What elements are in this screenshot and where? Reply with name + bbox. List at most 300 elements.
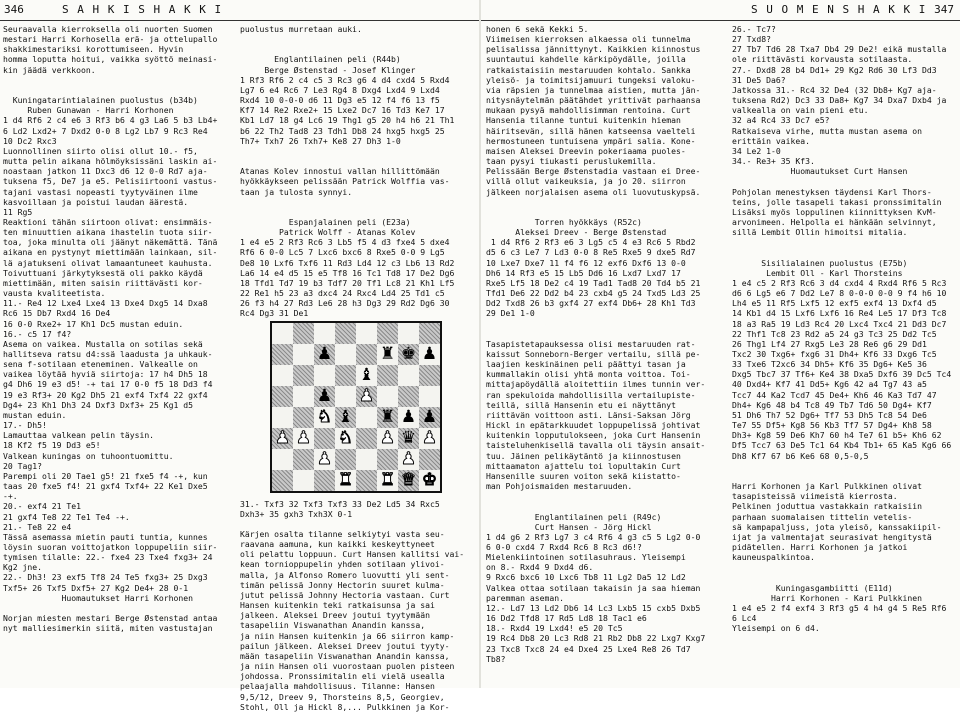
board-square: [419, 323, 440, 344]
text-line: 18 Tfd1 Td7 19 b3 Tdf7 20 Tf1 Lc8 21 Kh1 Lf5: [240, 277, 455, 288]
board-square: [335, 344, 356, 365]
text-line: Parempi oli 20 Tae1 g5! 21 fxe5 f4 -+, kun: [3, 470, 208, 481]
text-line: aikana en pystynyt miettimään lainkaan, sil-: [3, 247, 218, 258]
text-line: tasapeliin Viswanathan Anandin kanssa,: [240, 620, 426, 631]
text-line: 6 Ld2 Lxd2+ 7 Dxd2 0-0 8 Lg2 Lb7 9 Rc3 Re4: [3, 125, 208, 136]
white-knight-icon: ♞: [335, 428, 356, 449]
text-line: [486, 491, 714, 501]
text-line: [732, 247, 958, 257]
text-line: 1 Rf3 Rf6 2 c4 c5 3 Rc3 g6 4 d4 cxd4 5 Rxd4: [240, 74, 450, 85]
text-line: 18 a3 Ra5 19 Ld3 Rc4 20 Lxc4 Txc4 21 Dd3 Dc7: [732, 318, 947, 329]
text-line: [240, 44, 476, 54]
text-line: vaikea löytää hyviä siirtoja: 17 h4 Dh5 18: [3, 369, 208, 380]
text-line: d5 6 c3 Le7 7 Ld3 0-0 8 Re5 Rxe5 9 dxe5 Rd7: [486, 247, 696, 258]
board-square: [293, 323, 314, 344]
board-square: [377, 365, 398, 386]
text-line: Kärjen osalta tilanne selkiytyi vasta seu-: [240, 529, 445, 539]
text-line: 12.- Ld7 13 Ld2 Db6 14 Lc3 Lxb5 15 cxb5 Dxb5: [486, 602, 701, 613]
text-line: Harri Korhonen - Kari Pulkkinen: [732, 592, 923, 603]
text-line: 11 Rg5: [3, 206, 33, 217]
board-square: [293, 344, 314, 365]
text-line: hermostuneen tuntuisena ympäri salia. Kone-: [486, 135, 696, 146]
text-line: löysin suoran voittojatkon loppupeliin siir-: [3, 541, 218, 552]
text-line: kean tornioppupelin yhden sotilaan ylivoi-: [240, 559, 445, 570]
text-line: Patrick Wolff - Atanas Kolev: [240, 227, 416, 238]
text-line: 34 Le2 1-0: [732, 145, 781, 156]
text-column-3: [486, 24, 714, 688]
right-page-number: 347: [934, 3, 954, 16]
board-square: [272, 449, 293, 470]
text-line: 31.- Txf3 32 Txf3 Txf3 33 De2 Ld5 34 Rxc5: [240, 498, 440, 509]
text-line: paremman aseman.: [486, 592, 564, 603]
text-line: 20.- exf4 21 Te1: [3, 501, 81, 512]
text-line: 21.- Te8 22 e4: [3, 521, 72, 532]
text-line: Rc4 Dg3 31 De1: [240, 308, 309, 319]
text-line: [732, 176, 958, 186]
text-line: mittaamaton ajattelu toi lopultakin Curt: [486, 460, 681, 471]
text-line: miettimään, miten saisin riittävästi kor-: [3, 277, 203, 288]
text-line: pelisalissa jännittynyt. Kaikkien kiinnostus: [486, 44, 701, 55]
board-square: [293, 386, 314, 407]
text-line: 1 d4 Rf6 2 c4 e6 3 Rf3 b6 4 g3 La6 5 b3 Lb4+: [3, 115, 218, 126]
white-pawn-icon: ♟: [293, 428, 314, 449]
column-2-top-text: [240, 24, 476, 319]
text-line: Seuraavalla kierroksella oli nuorten Suomen: [3, 24, 213, 34]
text-line: tasapisteissä viimeistä kierrosta.: [732, 491, 898, 502]
board-square: [356, 407, 377, 428]
text-line: Txf5+ 26 Txf5 Dxf5+ 27 Kg2 De4+ 28 0-1: [3, 582, 189, 593]
text-line: Tasapistetapauksessa olisi mestaruuden rat-: [486, 338, 696, 349]
text-line: Curt Hansen - Jörg Hickl: [486, 521, 652, 532]
text-line: Yleisempi on 6 d4.: [732, 623, 820, 634]
text-line: häiritsevän, sillä hänen katseensa vaelteli: [486, 125, 696, 136]
text-line: tymisen tilalle: 22.- fxe4 23 Txe4 fxg3+ 24: [3, 552, 213, 563]
text-line: [240, 146, 476, 156]
text-line: valkealla on vain pieni etu.: [732, 105, 869, 116]
text-line: [3, 75, 231, 85]
text-line: pelaajalla mahdollisuus. Tilanne: Hansen: [240, 681, 435, 692]
text-line: Rf6 6 0-0 Lc5 7 Lxc6 bxc6 8 Rxe5 0-0 9 Lg5: [240, 247, 445, 258]
board-square: [419, 449, 440, 470]
board-square: [314, 470, 335, 491]
text-line: Ruben Gunawan - Harri Korhonen: [3, 105, 174, 116]
board-square: [314, 428, 335, 449]
black-bishop-icon: ♝: [335, 407, 356, 428]
text-line: 17.- Dh5!: [3, 420, 47, 431]
white-king-icon: ♚: [419, 470, 440, 491]
text-line: 16 0-0 Rxe2+ 17 Kh1 Dc5 mustan eduin.: [3, 318, 184, 329]
text-line: 10 Dc2 Rxc3: [3, 135, 57, 146]
text-line: -+.: [3, 491, 18, 502]
text-line: g4 Dh6 19 e3 d5! -+ tai 17 0-0 f5 18 Dd3 f4: [3, 379, 213, 390]
chess-board: [270, 321, 442, 493]
text-line: 1 e4 c5 2 Rf3 Rc6 3 d4 cxd4 4 Rxd4 Rf6 5 Rc3: [732, 277, 947, 288]
text-column-1: [3, 24, 231, 688]
text-line: parhaan suomalaisen tittelin vetelis-: [732, 511, 913, 522]
text-line: kaissut Sonneborn-Berger vertailu, sillä pe-: [486, 349, 701, 359]
board-square: [272, 470, 293, 491]
text-line: 11.- Re4 12 Lxe4 Lxe4 13 Dxe4 Dxg5 14 Dxa8: [3, 298, 208, 309]
text-line: [486, 329, 714, 339]
text-line: Toivuttuani järkytyksestä oli pakko käydä: [3, 267, 203, 278]
text-line: teillä, sillä Hansenin etu ei näyttänyt: [486, 399, 677, 410]
left-page: [0, 0, 479, 712]
text-line: sena f-sotilaan eteneminen. Valkealle on: [3, 359, 198, 370]
text-line: Tässä asemassa mietin pauti tuntia, kunnes: [3, 531, 208, 542]
black-pawn-icon: ♟: [419, 344, 440, 365]
board-square: [419, 365, 440, 386]
text-line: Berge Østenstad - Josef Klinger: [240, 64, 416, 75]
text-column-2: [240, 24, 476, 712]
text-line: nyt malliesimerkin siitä, miten vastustajan: [3, 623, 213, 634]
text-line: [240, 207, 476, 217]
text-line: Mielenkiintoinen sotilasuhraus. Yleisempi: [486, 552, 686, 563]
text-line: Espanjalainen peli (E23a): [240, 216, 411, 227]
text-line: shakkimestariksi korottumiseen. Hyvin: [3, 44, 184, 55]
text-line: tuksena f5, De7 ja e5. Pelisiirtooni vastus-: [3, 176, 218, 187]
board-square: [356, 344, 377, 365]
text-line: Valkean kuningas on tuhoontuomittu.: [3, 450, 174, 461]
text-line: tuksena Rd2) Dc3 33 Da8+ Kg7 34 Dxa7 Dxb4 ja: [732, 95, 947, 106]
text-line: De8 10 Lxf6 Txf6 11 Rd3 Ld4 12 c3 Lb6 13 Rd2: [240, 257, 455, 268]
text-line: 32 a4 Rc4 33 Dc7 e5?: [732, 115, 830, 126]
right-page-header: [481, 0, 960, 21]
text-line: Tb8?: [486, 653, 506, 664]
board-square: [293, 365, 314, 386]
text-line: 29 De1 1-0: [486, 308, 535, 319]
text-line: d6 6 Lg5 e6 7 Dd2 Le7 8 0-0-0 0-0 9 f4 h6 10: [732, 288, 947, 299]
text-line: jutut pelissä Johnny Hectoria vastaan. Curt: [240, 589, 450, 600]
text-line: 19 Rc4 Db8 20 Lc3 Rd8 21 Rb2 Db8 22 Lxg7 Kxg7: [486, 633, 706, 644]
text-line: sä kampapaljuss, jota yleisö, kanssakiipil-: [732, 521, 942, 532]
board-square: [272, 344, 293, 365]
black-pawn-icon: ♟: [419, 407, 440, 428]
text-line: Valkea ottaa sotilaan takaisin ja saa hieman: [486, 582, 701, 593]
text-line: toa, joka minulta oli jäänyt näkemättä. Tänä: [3, 237, 218, 248]
text-line: Huomautukset Curt Hansen: [732, 166, 908, 177]
text-line: Tfd1 De6 22 Dd2 b4 23 cxb4 g5 24 Txd5 Ld3 25: [486, 288, 701, 299]
text-line: [486, 501, 714, 511]
text-line: Rc6 15 Db7 Rxd4 16 De4: [3, 308, 111, 319]
white-pawn-icon: ♟: [314, 449, 335, 470]
text-line: Lamauttaa valkean pelin täysin.: [3, 430, 155, 441]
text-line: tuu. Jäinen pelikäytäntö ja kiinnostusen: [486, 450, 681, 461]
text-line: [240, 156, 476, 166]
board-square: [314, 365, 335, 386]
text-line: Kuningatarintialainen puolustus (b34b): [3, 95, 198, 106]
text-line: Pelissään Berge Østenstadia vastaan ei Dree-: [486, 166, 701, 177]
text-line: pidätellen. Harri Korhonen ja jatkoi: [732, 541, 908, 552]
text-line: Kuningasgambiitti (E11d): [732, 582, 893, 593]
text-line: kin jäädä verkkoon.: [3, 64, 96, 75]
text-line: mään tasapeliin Viswanathan Anandin kanssa,: [240, 650, 450, 661]
text-line: yleisö- ja toimitsijamuuri tungeksi valoku-: [486, 74, 696, 85]
right-page: [481, 0, 960, 688]
text-line: Luonnollinen siirto olisi ollut 10.- f5,: [3, 145, 198, 156]
text-line: ten minuuttien aikana ihastelin tuota siir-: [3, 227, 213, 238]
text-line: nitysnäytelmän päätähdet yrittivät parhaansa: [486, 95, 701, 106]
text-line: hallitseva ratsu d4:ssä laadusta ja uhkauk-: [3, 349, 213, 359]
text-line: mutta pelin aikana hölmöyksissäni laskin ai-: [3, 156, 218, 167]
text-line: ole riittävästi korvausta sotilaasta.: [732, 54, 913, 65]
text-line: kuitenkin lopputulokseen, joka Curt Hansenin: [486, 430, 701, 441]
text-line: 18 Kf2 f5 19 Dd3 e5!: [3, 440, 101, 451]
text-line: jalkeen. Aleksei Dreev joutui tyytymään: [240, 610, 431, 621]
text-line: mittajapöydällä aloitettiin ilmes tunnin ver-: [486, 379, 706, 390]
board-square: [356, 449, 377, 470]
text-line: 14 Kb1 d4 15 Lxf6 Lxf6 16 Re4 Le5 17 Df3 Tc8: [732, 308, 947, 319]
text-line: 27.- Dxd8 28 b4 Dd1+ 29 Kg2 Rd6 30 Lf3 Dd3: [732, 64, 937, 75]
text-line: [486, 207, 714, 217]
white-pawn-icon: ♟: [356, 386, 377, 407]
text-line: [732, 237, 958, 247]
text-line: Pohjolan menestyksen täydensi Karl Thors-: [732, 186, 932, 197]
board-square: [272, 386, 293, 407]
column-2-bottom-text: [240, 499, 476, 712]
text-line: homma loputta hoitui, vaikka syöttö meinasi-: [3, 54, 218, 65]
text-line: ran spekuloida mahdollisilla vertailupiste-: [486, 389, 696, 400]
black-rook-icon: ♜: [377, 407, 398, 428]
text-line: tajani vastasi nopeasti tyytyväinen ilme: [3, 186, 198, 197]
text-line: 6 0-0 cxd4 7 Rxd4 Rc6 8 Rc3 d6!?: [486, 541, 642, 552]
text-line: arvonimeen. Helpolla ei hänkään selvinnyt,: [732, 216, 937, 227]
text-line: 1 e4 e5 2 Rf3 Rc6 3 Lb5 f5 4 d3 fxe4 5 dxe4: [240, 237, 450, 248]
text-column-4: [732, 24, 958, 688]
board-square: [377, 323, 398, 344]
text-line: sillä Lembit Ollin himoitsi mitalia.: [732, 227, 908, 238]
text-line: suuntautui kahdelle kärkipöydälle, joilla: [486, 54, 686, 65]
text-line: [240, 197, 476, 207]
text-line: Atanas Kolev innostui vallan hillittömään: [240, 166, 440, 177]
board-square: [293, 407, 314, 428]
text-line: 1 d4 Rf6 2 Rf3 e6 3 Lg5 c5 4 e3 Rc6 5 Rbd2: [486, 237, 696, 248]
left-journal-title: S A H K I S H A K K I: [62, 3, 223, 16]
text-line: Englantilainen peli (R49c): [486, 511, 662, 522]
text-line: Lh4 e5 11 Rf5 Lxf5 12 exf5 exf4 13 Dxf4 d5: [732, 298, 937, 309]
text-line: Te7 55 Df5+ Kg8 56 Kb3 Tf7 57 Dg4+ Kh8 58: [732, 420, 932, 431]
text-line: ja niin Hansen oli vuorostaan puolen pisteen: [240, 661, 455, 672]
black-bishop-icon: ♝: [356, 365, 377, 386]
text-line: puolustus murretaan auki.: [240, 24, 362, 34]
board-square: [293, 449, 314, 470]
text-line: maisen Aleksei Dreevin pokeriaama puoles-: [486, 145, 686, 156]
text-line: kummallakin olisi yhtä monta voittoa. Toi-: [486, 369, 691, 380]
text-line: noastaan jatkon 11 Dxc3 d6 12 0-0 Rd7 aja-: [3, 166, 208, 177]
text-line: Tcc7 44 Ka2 Tcd7 45 De4+ Kh6 46 Ka3 Td7 47: [732, 389, 937, 400]
text-line: Lg7 6 e4 Rc6 7 Le3 Rg4 8 Dxg4 Lxd4 9 Lxd4: [240, 84, 440, 95]
text-line: [732, 461, 958, 471]
board-square: [335, 323, 356, 344]
text-line: [732, 562, 958, 572]
black-queen-icon: ♛: [398, 428, 419, 449]
board-square: [377, 386, 398, 407]
text-line: lä ajatukseni olivat lamaantuneet kauhusta.: [3, 257, 213, 268]
text-line: Jatkossa 31.- Rc4 32 De4 (32 Db8+ Kg7 aja-: [732, 84, 937, 95]
text-line: 27 Txd8?: [732, 34, 771, 45]
black-pawn-icon: ♟: [398, 407, 419, 428]
text-line: [732, 572, 958, 582]
text-line: vausta kvaliteetista.: [3, 288, 106, 299]
text-line: 23 Txc8 Txc8 24 e4 Dxe4 25 Lxe4 Re8 26 Td7: [486, 643, 691, 654]
text-line: erittäin vaikea.: [732, 135, 810, 146]
text-line: 16.- c5 17 f4?: [3, 328, 72, 339]
text-line: 6 Lc4: [732, 613, 757, 624]
text-line: [486, 319, 714, 329]
text-line: Dxg5 Tbc7 37 Tf6+ Ke4 38 Dxa5 Dxf6 39 Dc5 Tc4: [732, 369, 952, 380]
text-line: Hickl in epätarkkuudet loppupelissä johtivat: [486, 420, 701, 431]
text-line: 33 Txe6 T2xc6 34 Dh5+ Kf6 35 Dg6+ Ke5 36: [732, 359, 927, 370]
text-line: [486, 197, 714, 207]
white-queen-icon: ♛: [398, 470, 419, 491]
text-line: La6 14 e4 d5 15 e5 Tf8 16 Tc1 Td8 17 De2 Dg6: [240, 267, 455, 278]
text-line: mukaan pysyä mahdollisimman rentoina. Curt: [486, 105, 691, 116]
text-line: Aleksei Dreev - Berge Østenstad: [486, 227, 667, 238]
text-line: 31 De5 Da6?: [732, 74, 786, 85]
text-line: ja niin Hansen kuitenkin ja 66 siirron kamp-: [240, 630, 455, 641]
text-line: 51 Dh6 Th7 52 Dg6+ Tf7 53 Dh5 Tc8 54 De6: [732, 409, 927, 420]
text-line: Dd2 Txd8 26 b3 gxf4 27 exf4 Db6+ 28 Kh1 Td3: [486, 298, 696, 309]
text-line: 20 Tag1?: [3, 460, 42, 471]
text-line: 1 d4 g6 2 Rf3 Lg7 3 c4 Rf6 4 g3 c5 5 Lg2 0-0: [486, 531, 701, 542]
black-rook-icon: ♜: [377, 344, 398, 365]
text-line: Dh8 Kf7 67 b6 Ke6 68 0,5-0,5: [732, 450, 869, 461]
board-square: [335, 386, 356, 407]
text-line: mustan eduin.: [3, 409, 67, 420]
text-line: malla, ja Alfonso Romero luovutti yli sent-: [240, 569, 450, 580]
text-line: honen 6 sekä Kekki 5.: [486, 24, 589, 34]
text-line: Pelkinen joduttua vastakkain ratkaisiin: [732, 501, 923, 512]
text-line: Dg4+ 23 Kh1 Dh3 24 Dxf3 Dxf3+ 25 Kg1 d5: [3, 399, 194, 410]
board-square: [272, 323, 293, 344]
text-line: 19 e3 Rf3+ 20 Kg2 Dh5 21 exf4 Txf4 22 gxf4: [3, 389, 208, 400]
text-line: Rxd4 10 0-0-0 d6 11 Dg3 e5 12 f4 f6 13 f5: [240, 95, 440, 106]
text-line: Dh4+ Kg6 48 b4 Tc8 49 Tb7 Td6 50 Dg4+ Kf7: [732, 399, 932, 410]
white-pawn-icon: ♟: [377, 428, 398, 449]
text-line: Df5 Tcc7 63 De5 Tc1 64 Kb4 Tb1+ 65 Ka5 Kg6 66: [732, 440, 952, 451]
left-page-header: [0, 0, 479, 21]
text-line: Kf7 14 Re2 Rxe2+ 15 Lxe2 Dc7 16 Td3 Ke7 17: [240, 105, 445, 116]
text-line: Reaktioni tähän siirtoon olivat: ensimmäis-: [3, 216, 213, 227]
text-line: timän pelissä Jonny Hectorin suuret kulma-: [240, 579, 445, 590]
text-line: teins, jolle tasapeli takasi pronssimitalin: [732, 196, 942, 207]
white-rook-icon: ♜: [335, 470, 356, 491]
text-line: Asema on vaikea. Mustalla on sotilas sekä: [3, 338, 203, 349]
text-line: 18.- Rxd4 19 Lxd4! e5 20 Tc5: [486, 623, 623, 634]
text-line: Lembit Oll - Karl Thorsteins: [732, 267, 903, 278]
text-line: Txc2 30 Txg6+ fxg6 31 Dh4+ Kf6 33 Dxg6 Tc5: [732, 349, 937, 359]
text-line: Hansenia tilanne tuntui kuitenkin hieman: [486, 115, 681, 126]
text-line: 22.- Dh3! 23 exf5 Tf8 24 Te5 fxg3+ 25 Dxg3: [3, 572, 208, 583]
text-line: Lisäksi myös loppulinen kiinnittyksen KvM-: [732, 206, 937, 217]
text-line: 26.- Tc7?: [732, 24, 776, 34]
text-line: ratkaistaisiin mestaruuden kohtalo. Sankka: [486, 64, 691, 75]
text-line: 16 Dd2 Tfd8 17 Rd5 Ld8 18 Tac1 e6: [486, 613, 647, 624]
board-square: [335, 449, 356, 470]
text-line: 34.- Re3+ 35 Kf3.: [732, 156, 815, 167]
text-line: 1 e4 e5 2 f4 exf4 3 Rf3 g5 4 h4 g4 5 Re5 Rf6: [732, 602, 947, 613]
text-line: on 8.- Rxd4 9 Dxd4 d6.: [486, 562, 594, 573]
text-line: Norjan miesten mestari Berge Østenstad antaa: [3, 613, 218, 624]
text-line: Sisilialainen puolustus (E75b): [732, 257, 908, 268]
text-line: oli pelattu loppuun. Curt Hansen kallitsi vai-: [240, 549, 465, 560]
text-line: johdossa. Pronssimitalin eli vielä usealla: [240, 671, 445, 682]
text-line: taan pysyi tiukasti peruslukemilla.: [486, 156, 657, 167]
text-line: Viimeisen kierroksen alkaessa oli tunnelma: [486, 34, 691, 45]
board-square: [398, 386, 419, 407]
white-pawn-icon: ♟: [419, 428, 440, 449]
text-line: Hansen kuitenkin teki ratkaisunsa ja sai: [240, 600, 435, 611]
text-line: raavana aamuna, kun kaikki keskeyttyneet: [240, 539, 435, 550]
text-line: 26 f3 h4 27 Rd3 Le6 28 h3 Dg3 29 Rd2 Dg6 30: [240, 298, 450, 309]
text-line: kauneuspalkintoa.: [732, 552, 815, 563]
text-line: Rxe5 Lf5 18 De2 c4 19 Tad1 Tad8 20 Td4 b5 21: [486, 277, 701, 288]
text-line: Hansenille suuren voiton sekä kiistatto-: [486, 470, 681, 481]
white-knight-icon: ♞: [314, 407, 335, 428]
board-square: [419, 386, 440, 407]
text-line: Torren hyökkäys (R52c): [486, 216, 642, 227]
text-line: Dh3+ Kg8 59 De6 Kh7 60 h4 Te7 61 b5+ Kh6 62: [732, 430, 942, 441]
text-line: laajien keskinäinen peli päättyi tasan ja: [486, 359, 686, 370]
text-line: Kb1 Ld7 18 g4 Lc6 19 Thg1 g5 20 h4 h6 21 Th1: [240, 115, 455, 126]
text-line: Dxh3+ 35 gxh3 Txh3X 0-1: [240, 508, 353, 519]
black-pawn-icon: ♟: [314, 386, 335, 407]
board-square: [398, 323, 419, 344]
text-line: Ratkaiseva virhe, mutta mustan asema on: [732, 125, 923, 136]
right-journal-title: S U O M E N S H A K K I: [751, 3, 927, 16]
text-line: Dh6 14 Rf3 e5 15 Lb5 Dd6 16 Lxd7 Lxd7 17: [486, 267, 681, 278]
black-king-icon: ♚: [398, 344, 419, 365]
board-square: [335, 365, 356, 386]
white-pawn-icon: ♟: [272, 428, 293, 449]
text-line: [240, 34, 476, 44]
text-line: villä ollut vaikeuksia, ja jo 20. siirron: [486, 176, 686, 187]
text-line: 22 Thf1 Tc8 23 Rd2 a5 24 g3 Tc3 25 Dd2 Tc5: [732, 328, 937, 339]
text-line: Kg2 jne.: [3, 562, 42, 573]
text-line: Englantilainen peli (R44b): [240, 54, 401, 65]
text-line: riittävän voittoon asti. Länsi-Saksan Jörg: [486, 409, 691, 420]
board-square: [356, 428, 377, 449]
black-pawn-icon: ♟: [314, 344, 335, 365]
text-line: 10 Lxe7 Dxe7 11 f4 f6 12 exf6 Dxf6 13 0-0: [486, 257, 686, 268]
board-square: [314, 323, 335, 344]
text-line: [732, 471, 958, 481]
board-square: [377, 449, 398, 470]
text-line: taas 20 fxe5 f4! 21 gxf4 Txf4+ 22 Ke1 Dxe5: [3, 481, 208, 492]
text-line: Stohl, Oll ja Hickl 8,... Pulkkinen ja Kor-: [240, 701, 450, 712]
text-line: taan ja tulosta synnyi.: [240, 186, 353, 197]
board-square: [293, 470, 314, 491]
text-line: hyökkäykseen pelissään Patrick Wolffia vas-: [240, 176, 450, 187]
text-line: via räpsien ja tunnelmaa aistien, mutta jän-: [486, 84, 701, 95]
text-line: ijat ja valmentajat seurasivat hengitystä: [732, 531, 932, 542]
text-line: 26 Thg1 Lf4 27 Rxg5 Le3 28 Re6 g6 29 Dd1: [732, 338, 927, 349]
text-line: 9,5/12, Dreev 9, Thorsteins 8,5, Georgiev,: [240, 691, 445, 702]
white-rook-icon: ♜: [377, 470, 398, 491]
board-square: [398, 365, 419, 386]
text-line: mestari Harri Korhosella erä- ja ottelupallo: [3, 34, 218, 45]
text-line: Harri Korhonen ja Karl Pulkkinen olivat: [732, 481, 923, 492]
text-line: jälkeen norjalaisen asema oli luovutuskypsä.: [486, 186, 701, 197]
board-square: [356, 323, 377, 344]
text-line: 40 Dxd4+ Kf7 41 Dd5+ Kg6 42 a4 Tg7 43 a5: [732, 379, 927, 390]
text-line: [240, 519, 476, 529]
board-square: [272, 407, 293, 428]
board-square: [356, 470, 377, 491]
text-line: Huomautukset Harri Korhonen: [3, 592, 194, 603]
text-line: taisteluhenkisellä tavalla oli täysin ansait-: [486, 440, 706, 451]
white-pawn-icon: ♟: [398, 449, 419, 470]
text-line: b6 22 Th2 Tad8 23 Tdh1 Db8 24 hxg5 hxg5 25: [240, 125, 445, 136]
